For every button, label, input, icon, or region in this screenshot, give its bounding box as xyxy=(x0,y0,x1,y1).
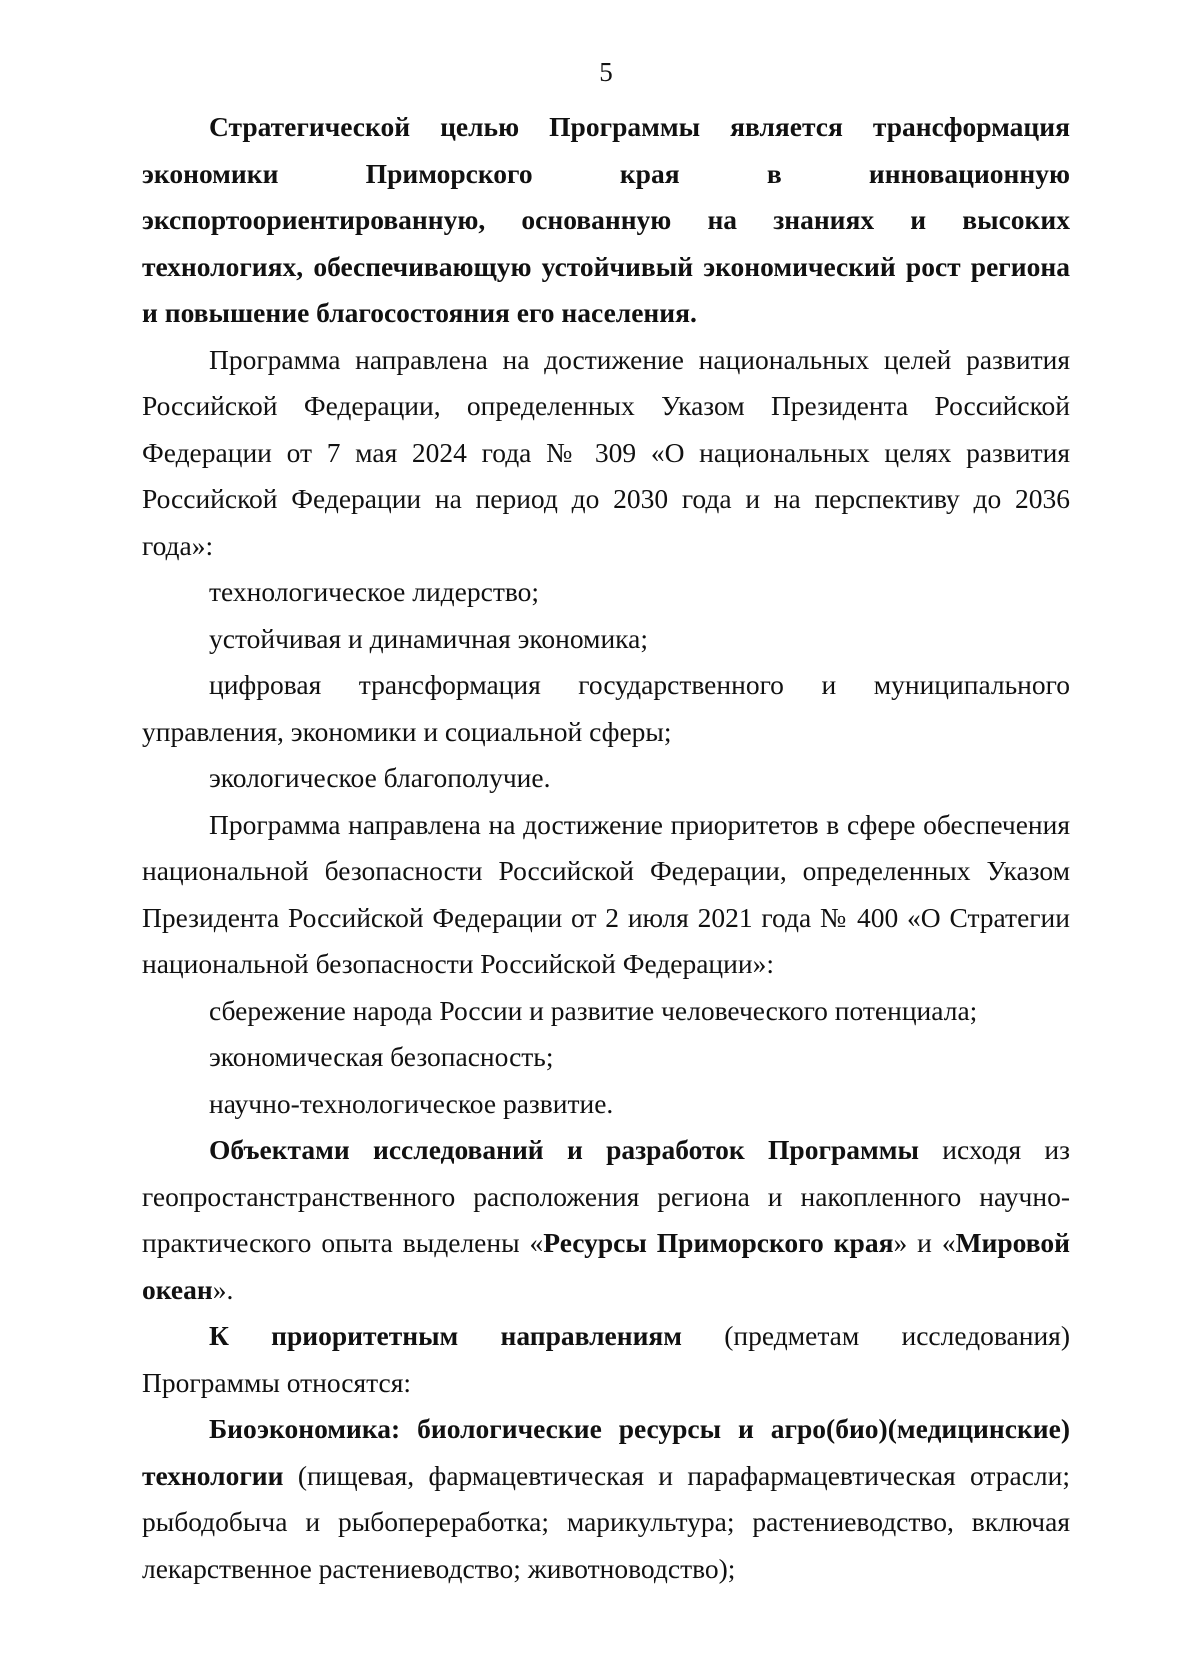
strategic-goal-paragraph xyxy=(142,104,1070,337)
research-object-ocean: Мировой океан xyxy=(142,1227,1070,1305)
bioeconomy-lead: Биоэкономика: биологические ресурсы и агро(био)(медицинские) технологии xyxy=(142,1413,1070,1491)
security-priority-item: научно-технологическое развитие. xyxy=(209,1087,614,1119)
security-priorities-paragraph: Программа направлена на достижение приоритетов в сфере обеспечения национальной безопасности Российской Федерации, определенных Указом Президента Российской Федерации от 2 июля 2021 года № 400 «О Стратегии национальной безопасности Российской Федерации»: xyxy=(142,808,1070,979)
research-objects-text-1: исходя из геопростанстранственного расположения региона и накопленного научно-практического опыта выделены « xyxy=(142,1134,1070,1258)
priority-directions-paragraph xyxy=(142,1313,1070,1406)
research-objects-text-2: » и « xyxy=(893,1227,956,1258)
research-objects-text-3: ». xyxy=(212,1273,234,1305)
priority-directions-lead: К приоритетным направлениям xyxy=(209,1320,683,1351)
national-goal-item: цифровая трансформация государственного и муниципального управления, экономики и социальной сферы; xyxy=(142,669,1070,747)
strategic-goal-text: Стратегической целью Программы является трансформация экономики Приморского края в инновационную экспортоориентированную, основанную на знаниях и высоких технологиях, обеспечивающую устойчивый экономический рост региона и повышение благосостояния его населения. xyxy=(142,111,1070,328)
research-object-primorye: Ресурсы Приморского края xyxy=(543,1227,894,1258)
security-priority-item: сбережение народа России и развитие человеческого потенциала; xyxy=(209,994,978,1026)
research-objects-paragraph xyxy=(142,1127,1070,1313)
priority-directions-text: (предметам исследования) Программы относятся: xyxy=(142,1320,1070,1398)
document-page xyxy=(142,52,1070,1592)
security-priority-item: экономическая безопасность; xyxy=(209,1041,554,1072)
bioeconomy-paragraph xyxy=(142,1406,1070,1592)
national-goal-item: технологическое лидерство; xyxy=(209,576,540,607)
national-goal-item: устойчивая и динамичная экономика; xyxy=(209,622,648,654)
national-goal-item: экологическое благополучие. xyxy=(209,762,551,793)
page-number: 5 xyxy=(599,57,613,87)
research-objects-lead: Объектами исследований и разработок Программы xyxy=(209,1134,919,1165)
bioeconomy-text: (пищевая, фармацевтическая и парафармацевтическая отрасли; рыбодобыча и рыбопереработка; марикультура; растениеводство, включая лекарственное растениеводство; животноводство); xyxy=(142,1459,1070,1584)
national-goals-paragraph: Программа направлена на достижение национальных целей развития Российской Федерации, определенных Указом Президента Российской Федерации от 7 мая 2024 года № 309 «О национальных целях развития Российской Федерации на период до 2030 года и на перспективу до 2036 года»: xyxy=(142,343,1070,561)
